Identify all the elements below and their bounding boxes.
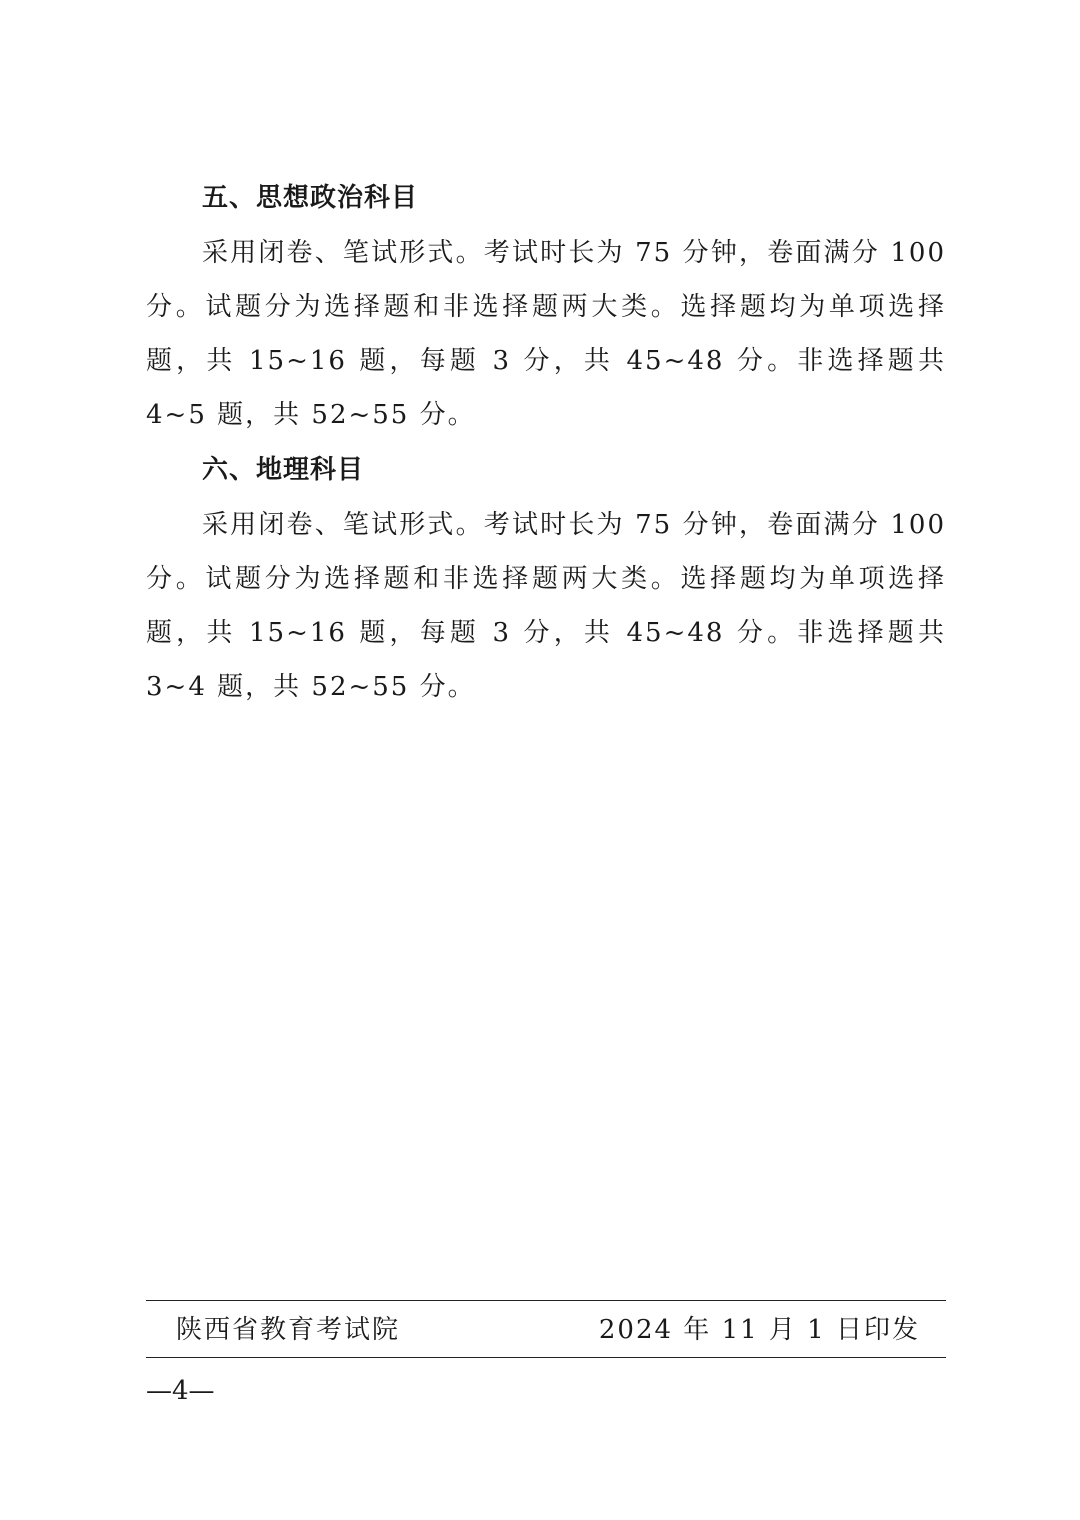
section-title-politics: 五、思想政治科目 [202,183,419,213]
section-body-politics: 采用闭卷、笔试形式。考试时长为 75 分钟，卷面满分 100 分。试题分为选择题和非选择题两大类。选择题均为单项选择题，共 15~16 题，每题 3 分，共 45~48 分。非选择题共 4~5 题，共 52~55 分。 [146,238,946,430]
document-body [146,170,946,714]
section-title-geography: 六、地理科目 [202,455,365,485]
footer-date: 2024 年 11 月 1 日印发 [598,1315,920,1345]
issuance-footer [146,1300,946,1358]
page-number: —4— [146,1376,215,1406]
section-body-geography: 采用闭卷、笔试形式。考试时长为 75 分钟，卷面满分 100 分。试题分为选择题和非选择题两大类。选择题均为单项选择题，共 15~16 题，每题 3 分，共 45~48 分。非选择题共 3~4 题，共 52~55 分。 [146,510,946,702]
footer-issuer: 陕西省教育考试院 [176,1315,401,1345]
